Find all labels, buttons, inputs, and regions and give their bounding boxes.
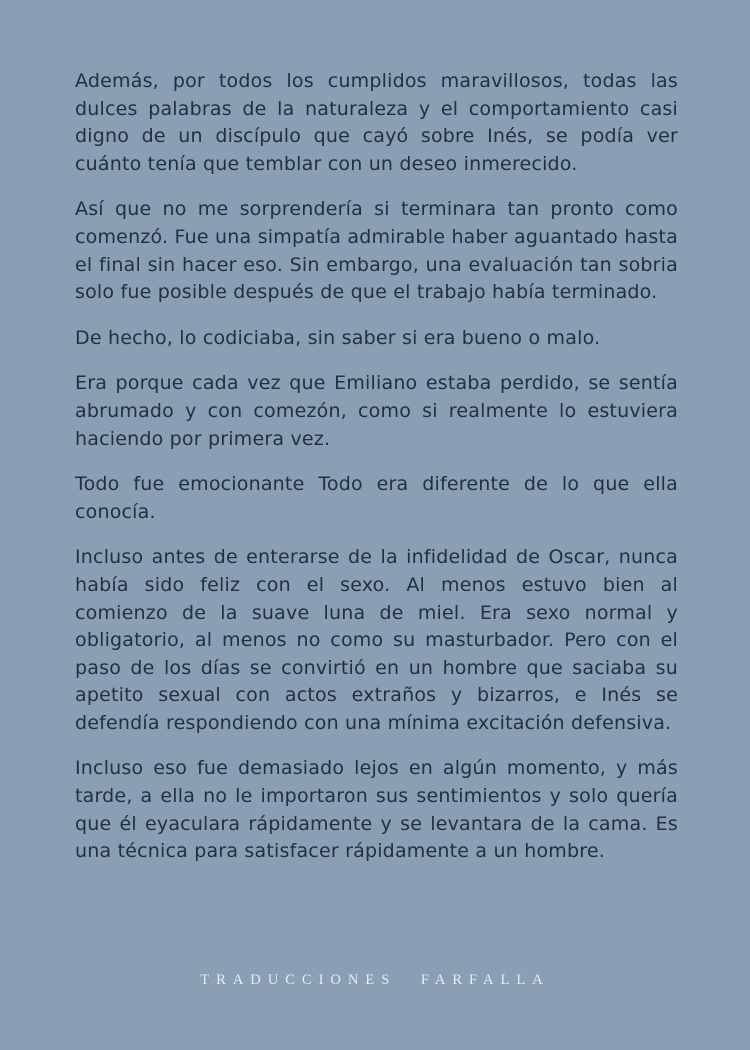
- paragraph: Así que no me sorprendería si terminara tan pronto como comenzó. Fue una simpatía admirable haber aguantado hasta el final sin hacer eso. Sin embargo, una evaluación tan sobria solo fue posible después de que el trabajo había terminado.: [75, 198, 678, 304]
- paragraph: Era porque cada vez que Emiliano estaba perdido, se sentía abrumado y con comezón, como si realmente lo estuviera haciendo por primera vez.: [75, 372, 678, 450]
- paragraph: Todo fue emocionante Todo era diferente de lo que ella conocía.: [75, 473, 678, 523]
- paragraph: De hecho, lo codiciaba, sin saber si era bueno o malo.: [75, 326, 601, 349]
- paragraph: Incluso eso fue demasiado lejos en algún momento, y más tarde, a ella no le importaron sus sentimientos y solo quería que él eyaculara rápidamente y se levantara de la cama. Es una técnica para satisfacer rápidamente a un hombre.: [75, 757, 678, 863]
- paragraph: Además, por todos los cumplidos maravillosos, todas las dulces palabras de la naturaleza y el comportamiento casi digno de un discípulo que cayó sobre Inés, se podía ver cuánto tenía que temblar con un deseo inmerecido.: [75, 70, 678, 175]
- body-text: [75, 68, 678, 884]
- paragraph: Incluso antes de enterarse de la infidelidad de Oscar, nunca había sido feliz con el sexo. Al menos estuvo bien al comienzo de la suave luna de miel. Era sexo normal y obligatorio, al menos no como su masturbador. Pero con el paso de los días se convirtió en un hombre que saciaba su apetito sexual con actos extraños y bizarros, e Inés se defendía respondiendo con una mínima excitación defensiva.: [75, 546, 678, 734]
- publisher-footer: TRADUCCIONES FARFALLA: [200, 972, 550, 988]
